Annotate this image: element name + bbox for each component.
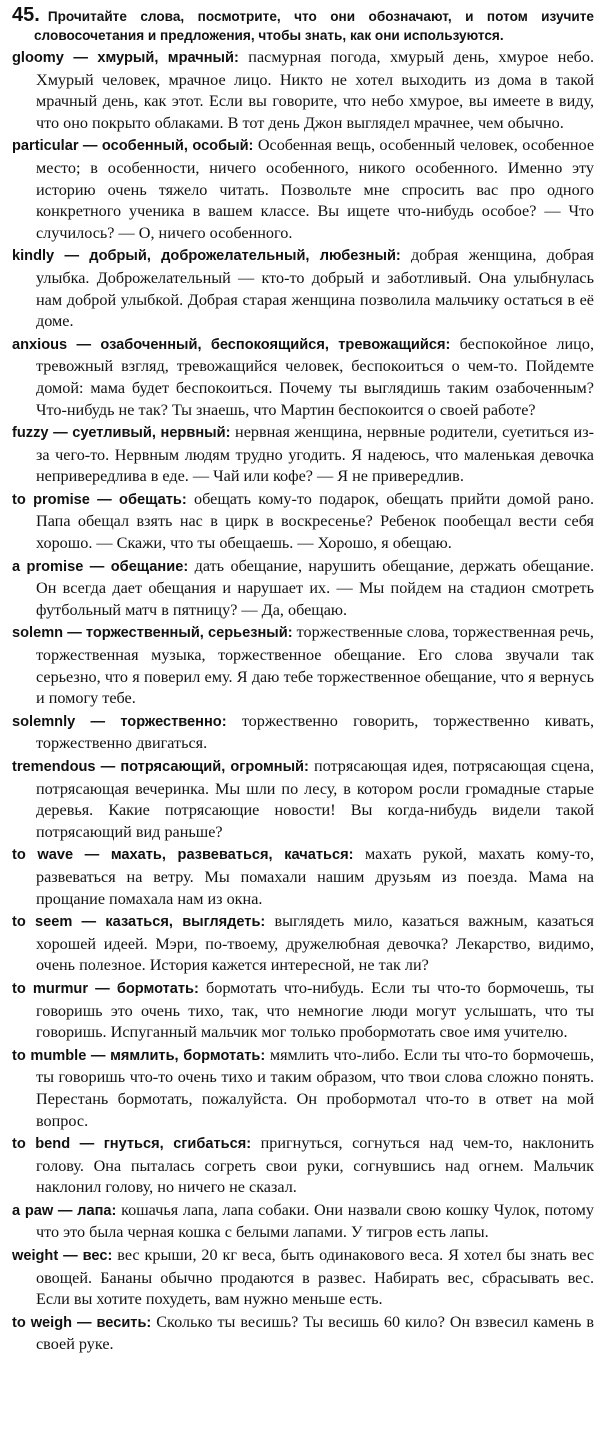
exercise-instruction: Прочитайте слова, посмотрите, что они обозначают, и потом изучите словосочетания и предложения, чтобы знать, как они используются. [34,9,594,43]
entry-headword: gloomy — хмурый, мрачный: [12,50,239,66]
entry-definition: пасмурная погода, хмурый день, хмурое небо. Хмурый человек, мрачное лицо. Никто не хотел выходить из дома в такой мрачный день, как этот. Если вы говорите, что небо хмурое, вы имеете в виду, что оно покрыто облаками. В тот день Джон выглядел мрачнее, чем обычно. [36,48,595,132]
vocabulary-entry [12,978,594,1044]
entry-headword: to weigh — весить: [12,1314,152,1331]
entry-headword: particular — особенный, особый: [12,138,254,155]
entry-definition: дать обещание, нарушить обещание, держать обещание. Он всегда дает обещания и нарушает их. — Мы пойдем на стадион смотреть футбольный матч в пятницу? — Да, обещаю. [36,556,595,619]
entry-definition: вес крыши, 20 кг веса, быть одинакового веса. Я хотел бы знать вес овощей. Бананы обычно продаются в развес. Набирать вес, сбрасывать вес. Если вы хотите похудеть, вам нужно меньше есть. [36,1246,595,1309]
entry-headword: to murmur — бормотать: [12,980,199,997]
vocabulary-entry [12,911,594,977]
entry-definition: обещать кому-то подарок, обещать прийти домой рано. Папа обещал взять нас в цирк в воскресенье? Ребенок пообещал вести себя хорошо. — Скажи, что ты обещаешь. — Хорошо, я обещаю. [36,489,595,553]
entry-definition: потрясающая идея, потрясающая сцена, потрясающая вечеринка. Мы шли по лесу, в котором росли громадные старые деревья. Какие потрясающие новости! Вы когда-нибудь видели такой потрясающий вид раньше? [36,757,594,841]
exercise-header [12,6,594,45]
vocabulary-entry [12,756,594,843]
vocabulary-entry [12,1312,594,1356]
entry-definition: мямлить что-либо. Если ты что-то бормочешь, ты говоришь что-то очень тихо и таким образом, что твои слова сложно понять. Перестань бормотать, пожалуйста. Он пробормотал что-то в ответ на мой вопрос. [36,1045,595,1130]
entry-definition: торжественные слова, торжественная речь, торжественная музыка, торжественное обещание. Его слова звучали так серьезно, что я поверил ему. Я даю тебе торжественное обещание, что я вернусь и помогу тебе. [36,623,594,708]
vocabulary-entry [12,334,594,421]
vocabulary-entry [12,135,594,244]
entry-definition: беспокойное лицо, тревожный взгляд, тревожащийся человек, беспокоиться о чем-то. Пойдемте домой: мама будет беспокоиться. Почему ты выглядишь таким озабоченным? Что-нибудь не так? Ты знаешь, что Мартин беспокоится о своей работе? [36,334,594,419]
vocabulary-entry [12,422,594,488]
entry-headword: to promise — обещать: [12,491,187,508]
vocabulary-entry [12,245,594,332]
vocabulary-entry [12,844,594,910]
exercise-number: 45. [12,4,40,26]
entry-definition: пригнуться, согнуться над чем-то, наклонить голову. Она пыталась согреть свои руки, согнувшись над огнем. Мальчик наклонил голову, но ничего не сказал. [36,1134,595,1197]
entry-headword: a promise — обещание: [12,558,189,575]
vocabulary-entry [12,489,594,555]
entry-definition: выглядеть мило, казаться важным, казаться хорошей идеей. Мэри, по-твоему, дружелюбная девочка? Лекарство, видимо, очень полезное. История кажется интересной, не так ли? [36,912,595,975]
entry-headword: to mumble — мямлить, бормотать: [12,1047,266,1064]
entry-definition: бормотать что-нибудь. Если ты что-то бормочешь, ты говоришь это очень тихо, так, что немногие люди могут услышать, что ты говоришь. Испуганный мальчик мог только пробормотать свое имя учителю. [36,978,595,1042]
entry-headword: solemn — торжественный, серьезный: [12,625,293,642]
vocabulary-entry [12,711,594,755]
entry-definition: кошачья лапа, лапа собаки. Они назвали свою кошку Чулок, потому что это была черная кошка с белыми лапами. У тигров есть лапы. [36,1200,595,1242]
entry-definition: махать рукой, махать кому-то, развеваться на ветру. Мы помахали нашим друзьям из поезда. Мама на прощание помахала нам из окна. [36,845,595,908]
entry-headword: to wave — махать, развеваться, качаться: [12,847,354,864]
entry-definition: торжественно говорить, торжественно кивать, торжественно двигаться. [36,711,594,753]
vocabulary-list [12,47,594,1356]
vocabulary-entry [12,1133,594,1199]
vocabulary-entry [12,47,594,134]
entry-definition: Особенная вещь, особенный человек, особенное место; в особенности, ничего особенного, никого особенного. Именно эту историю очень тяжело читать. Позвольте мне спросить вас про одного конкретного ученика в вашем классе. Вы ищете что-нибудь особое? — Что случилось? — О, ничего особенного. [36,136,595,242]
entry-headword: a paw — лапа: [12,1202,117,1219]
entry-headword: solemnly — торжественно: [12,713,227,730]
vocabulary-entry [12,1045,594,1132]
entry-headword: anxious — озабоченный, беспокоящийся, тревожащийся: [12,336,451,353]
entry-headword: kindly — добрый, доброжелательный, любезный: [12,248,401,265]
vocabulary-entry [12,622,594,709]
vocabulary-entry [12,1200,594,1244]
entry-headword: fuzzy — суетливый, нервный: [12,425,231,442]
entry-headword: tremendous — потрясающий, огромный: [12,759,309,775]
entry-headword: to seem — казаться, выглядеть: [12,914,266,931]
vocabulary-entry [12,556,594,622]
entry-definition: добрая женщина, добрая улыбка. Доброжелательный — кто-то добрый и заботливый. Она улыбнулась нам доброй улыбкой. Добрая старая женщина позволила мальчику остаться в её доме. [36,246,594,331]
entry-headword: weight — вес: [12,1248,113,1265]
entry-definition: Сколько ты весишь? Ты весишь 60 кило? Он взвесил камень в своей руке. [36,1312,595,1354]
entry-definition: нервная женщина, нервные родители, суетиться из-за чего-то. Нервным людям трудно угодить. Я надеюсь, что маленькая девочка непривередлива в еде. — Чай или кофе? — Я не привередлив. [36,423,594,486]
vocabulary-entry [12,1245,594,1311]
entry-headword: to bend — гнуться, сгибаться: [12,1136,252,1153]
